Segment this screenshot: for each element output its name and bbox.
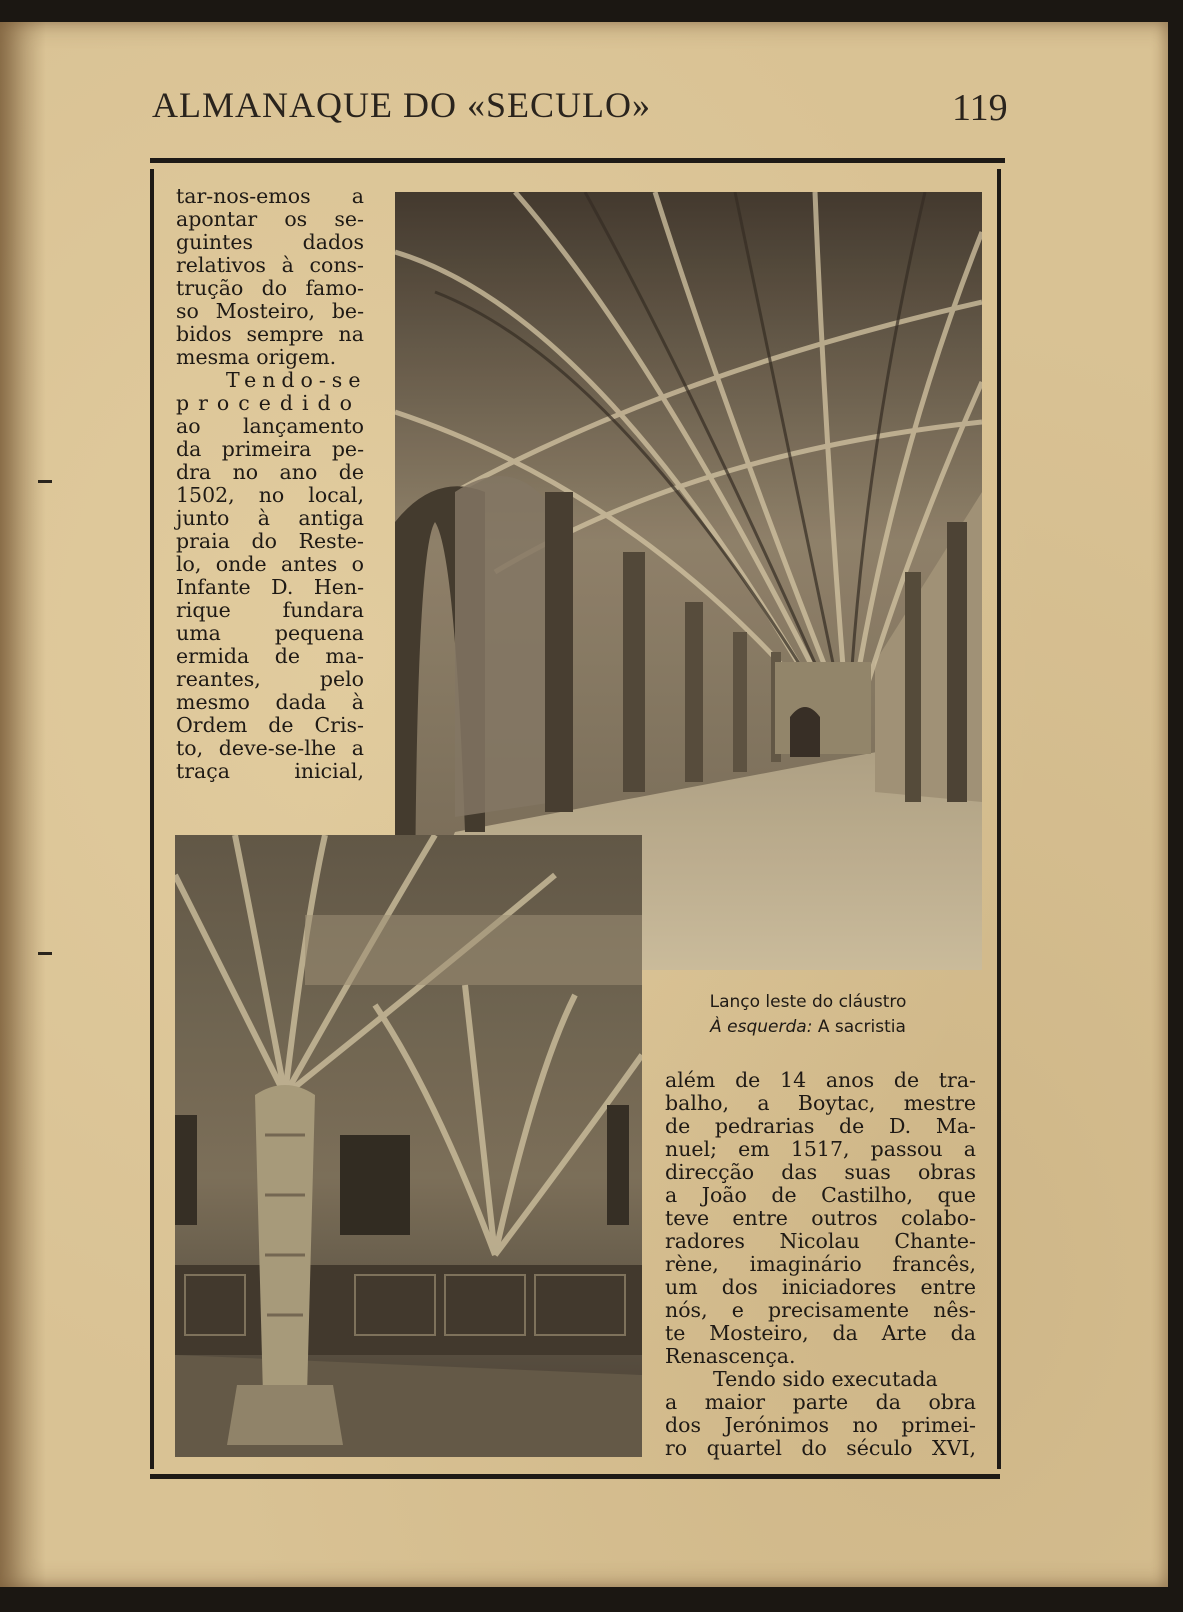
word: e — [731, 1298, 744, 1322]
word: Hen- — [313, 575, 364, 599]
word: século — [846, 1436, 913, 1460]
page-gutter-shadow — [0, 22, 46, 1587]
word: à — [281, 253, 294, 277]
word: do — [251, 529, 277, 553]
text-line — [665, 1253, 976, 1276]
text-line — [176, 438, 364, 461]
word: no — [258, 483, 285, 507]
word: traça — [176, 759, 230, 783]
word: se- — [334, 207, 364, 231]
binding-mark — [38, 952, 52, 955]
word: um — [665, 1275, 698, 1299]
word: no — [852, 1413, 878, 1437]
word: em — [738, 1137, 770, 1161]
word: dada — [275, 690, 327, 714]
word: Nicolau — [779, 1229, 860, 1253]
word: D. — [888, 1114, 912, 1138]
word: ermida — [176, 644, 250, 668]
word: nós, — [665, 1298, 708, 1322]
text-line: procedido — [176, 391, 362, 415]
word: D. — [271, 575, 294, 599]
word: quartel — [706, 1436, 782, 1460]
word: rène, — [665, 1252, 719, 1276]
word: mesmo — [176, 690, 250, 714]
text-line — [665, 1276, 976, 1299]
caption-label: À esquerda: — [710, 1017, 813, 1037]
word: na — [338, 322, 364, 346]
text-line — [665, 1138, 976, 1161]
text-line — [665, 1184, 976, 1207]
caption-line-2 — [648, 1015, 968, 1040]
text-line — [176, 576, 364, 599]
word: uma — [176, 621, 221, 645]
text-line — [176, 737, 364, 760]
word: Jerónimos — [724, 1413, 829, 1437]
word: anos — [825, 1068, 875, 1092]
text-line — [665, 1391, 976, 1414]
word: trução — [176, 276, 244, 300]
word: os — [284, 207, 308, 231]
text-line — [665, 1207, 976, 1230]
word: primei- — [901, 1413, 976, 1437]
word: obras — [917, 1160, 976, 1184]
text-line — [176, 530, 364, 553]
caption-subject: A sacristia — [812, 1017, 906, 1037]
word: dos — [665, 1413, 701, 1437]
word: imaginário — [749, 1252, 862, 1276]
word: pedrarias — [714, 1114, 815, 1138]
word: junto — [176, 506, 230, 530]
word: de — [839, 1114, 865, 1138]
text-line — [176, 714, 364, 737]
word: Arte — [881, 1321, 927, 1345]
text-line — [665, 1115, 976, 1138]
word: a — [963, 1137, 976, 1161]
frame-top-rule — [150, 158, 1005, 163]
word: suas — [844, 1160, 891, 1184]
word: Boytac, — [797, 1091, 876, 1115]
word: pe- — [331, 437, 364, 461]
word: praia — [176, 529, 230, 553]
text-line: mesma origem. — [176, 345, 337, 369]
word: ma- — [325, 644, 364, 668]
word: primeira — [221, 437, 312, 461]
binding-mark — [38, 480, 52, 483]
word: a — [351, 184, 364, 208]
text-line — [665, 1069, 976, 1092]
sacristy-illustration — [175, 835, 642, 1457]
right-text-column — [665, 1069, 976, 1460]
word: que — [937, 1183, 976, 1207]
text-line — [176, 507, 364, 530]
word: da — [832, 1321, 858, 1345]
word: Mosteiro, — [709, 1321, 809, 1345]
text-line — [176, 277, 364, 300]
word: a — [351, 736, 364, 760]
word: passou — [870, 1137, 943, 1161]
word: relativos — [176, 253, 266, 277]
word: dra — [176, 460, 212, 484]
word: da — [875, 1390, 901, 1414]
text-line — [176, 691, 364, 714]
word: parte — [792, 1390, 849, 1414]
word: antes — [280, 552, 338, 576]
word: ro — [665, 1436, 688, 1460]
word: de — [268, 713, 294, 737]
photo-caption — [648, 990, 968, 1040]
word: lançamento — [242, 414, 364, 438]
word: famo- — [305, 276, 364, 300]
word: de — [893, 1068, 920, 1092]
word: bidos — [176, 322, 232, 346]
word: ao — [176, 414, 201, 438]
text-line: Tendo-se — [226, 368, 367, 392]
text-line — [176, 645, 364, 668]
text-line: Renascença. — [665, 1344, 796, 1368]
word: nuel; — [665, 1137, 718, 1161]
word: local, — [308, 483, 364, 507]
word: deve-se-lhe — [218, 736, 337, 760]
word: Castilho, — [821, 1183, 914, 1207]
word: be- — [331, 299, 364, 323]
word: sempre — [246, 322, 324, 346]
text-line — [665, 1437, 976, 1460]
word: tar-nos-emos — [176, 184, 311, 208]
word: além — [665, 1068, 716, 1092]
word: dados — [302, 230, 364, 254]
text-line — [665, 1414, 976, 1437]
word: cons- — [309, 253, 364, 277]
word: direcção — [665, 1160, 755, 1184]
word: lo, — [176, 552, 202, 576]
book-page — [0, 22, 1168, 1587]
text-line — [665, 1322, 976, 1345]
text-line — [176, 231, 364, 254]
text-line — [665, 1230, 976, 1253]
text-line — [176, 553, 364, 576]
word: Ma- — [935, 1114, 976, 1138]
word: João — [701, 1183, 747, 1207]
word: onde — [215, 552, 267, 576]
word: a — [665, 1390, 678, 1414]
page-number: 119 — [952, 87, 1008, 129]
text-line — [176, 415, 364, 438]
word: apontar — [176, 207, 258, 231]
running-header: ALMANAQUE DO «SECULO» — [152, 85, 651, 125]
word: Reste- — [298, 529, 364, 553]
text-line — [176, 599, 364, 622]
word: entre — [732, 1206, 788, 1230]
word: tra- — [938, 1068, 976, 1092]
word: fundara — [282, 598, 364, 622]
word: inicial, — [294, 759, 364, 783]
word: radores — [665, 1229, 745, 1253]
word: maior — [704, 1390, 766, 1414]
text-line — [665, 1299, 976, 1322]
word: da — [176, 437, 202, 461]
word: iniciadores — [781, 1275, 897, 1299]
word: de — [338, 460, 364, 484]
frame-left-rule — [150, 169, 154, 1469]
word: à — [257, 506, 270, 530]
word: obra — [928, 1390, 976, 1414]
word: do — [801, 1436, 827, 1460]
word: pequena — [274, 621, 364, 645]
word: balho, — [665, 1091, 729, 1115]
word: Infante — [176, 575, 251, 599]
word: do — [261, 276, 288, 300]
text-line — [665, 1161, 976, 1184]
text-line — [176, 668, 364, 691]
word: 14 — [780, 1068, 807, 1092]
word: rique — [176, 598, 231, 622]
word: so — [176, 299, 199, 323]
text-line — [176, 622, 364, 645]
word: de — [274, 644, 300, 668]
word: o — [351, 552, 364, 576]
word: dos — [721, 1275, 758, 1299]
text-line: Tendo sido executada — [713, 1367, 938, 1391]
word: mestre — [903, 1091, 976, 1115]
text-line — [176, 760, 364, 783]
word: Cris- — [314, 713, 364, 737]
word: colabo- — [901, 1206, 976, 1230]
word: Ordem — [176, 713, 248, 737]
sacristy-photo — [175, 835, 642, 1457]
word: Mosteiro, — [215, 299, 316, 323]
text-line — [176, 254, 364, 277]
word: a — [757, 1091, 770, 1115]
word: teve — [665, 1206, 710, 1230]
word: nês- — [933, 1298, 976, 1322]
word: da — [950, 1321, 976, 1345]
word: entre — [920, 1275, 976, 1299]
word: precisamente — [768, 1298, 910, 1322]
frame-right-rule — [997, 169, 1001, 1469]
word: guintes — [176, 230, 253, 254]
word: antiga — [298, 506, 364, 530]
word: outros — [811, 1206, 878, 1230]
text-line — [176, 484, 364, 507]
text-line — [176, 323, 364, 346]
word: Chante- — [894, 1229, 976, 1253]
word: ano — [279, 460, 318, 484]
word: 1517, — [790, 1137, 850, 1161]
word: pelo — [319, 667, 364, 691]
word: a — [665, 1183, 678, 1207]
word: reantes, — [176, 667, 261, 691]
text-line — [176, 185, 364, 208]
word: de — [771, 1183, 797, 1207]
word: das — [781, 1160, 818, 1184]
word: XVI, — [931, 1436, 976, 1460]
word: no — [232, 460, 259, 484]
frame-bottom-rule — [150, 1474, 1000, 1479]
text-line — [665, 1092, 976, 1115]
word: francês, — [892, 1252, 976, 1276]
text-line — [176, 461, 364, 484]
word: 1502, — [176, 483, 235, 507]
text-line — [176, 300, 364, 323]
word: à — [351, 690, 364, 714]
word: te — [665, 1321, 686, 1345]
text-line — [176, 208, 364, 231]
word: to, — [176, 736, 204, 760]
left-text-column — [176, 184, 367, 783]
word: de — [735, 1068, 761, 1092]
caption-line-1: Lanço leste do cláustro — [709, 992, 907, 1012]
word: de — [665, 1114, 691, 1138]
